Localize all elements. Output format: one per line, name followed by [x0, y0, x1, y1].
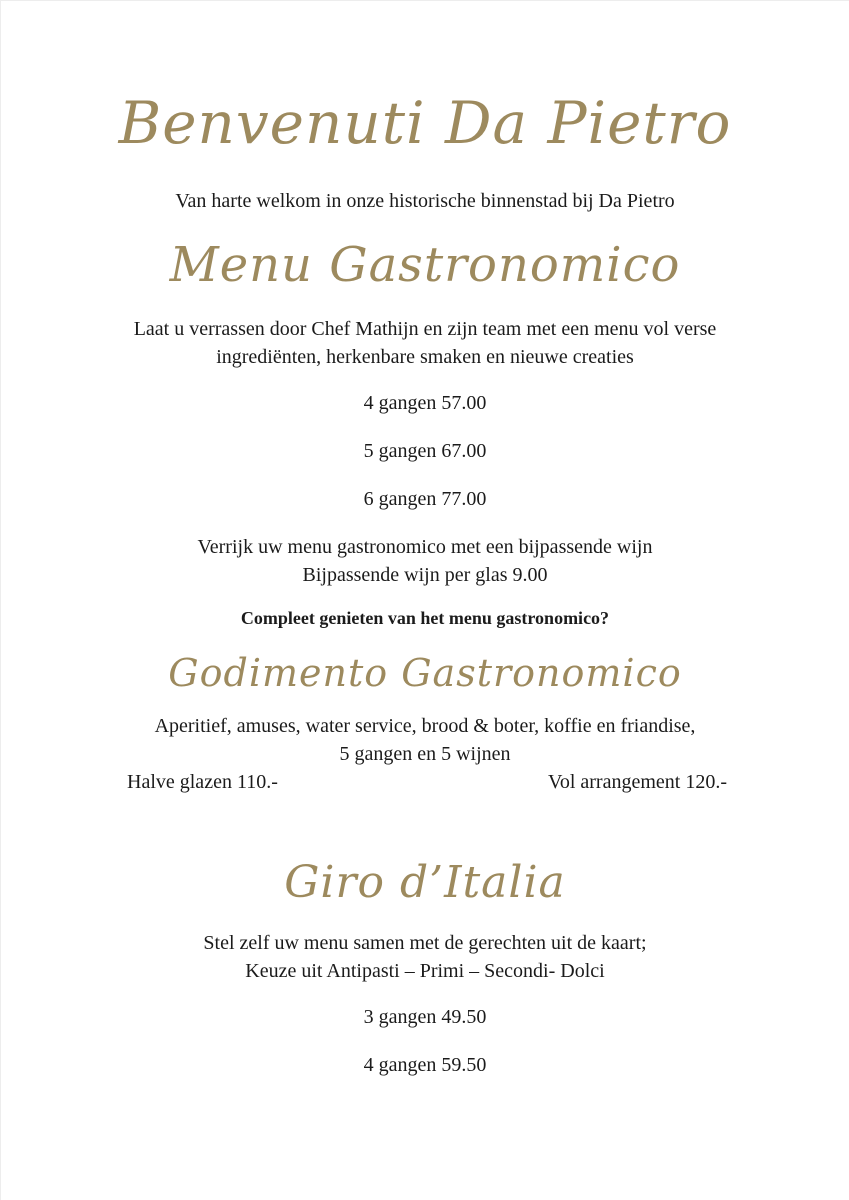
godimento-desc-line2: 5 gangen en 5 wijnen — [339, 742, 511, 765]
giro-description — [1, 929, 849, 985]
giro-desc-line2: Keuze uit Antipasti – Primi – Secondi- Dolci — [245, 960, 605, 983]
godimento-description — [1, 712, 849, 768]
course-price-line: 4 gangen 57.00 — [363, 391, 487, 414]
section-heading-giro: Giro d’Italia — [284, 856, 566, 908]
wine-pairing-line2: Bijpassende wijn per glas 9.00 — [302, 563, 548, 586]
welcome-text: Van harte welkom in onze historische binnenstad bij Da Pietro — [175, 189, 675, 212]
course-price-line: 6 gangen 77.00 — [363, 487, 487, 510]
course-price-line: 5 gangen 67.00 — [363, 439, 487, 462]
page-title: Benvenuti Da Pietro — [118, 89, 732, 157]
course-price-line: 3 gangen 49.50 — [363, 1006, 487, 1029]
menu-gastronomico-prices — [1, 389, 849, 513]
wine-pairing-line1: Verrijk uw menu gastronomico met een bijpassende wijn — [197, 535, 653, 558]
section-heading-godimento: Godimento Gastronomico — [168, 650, 682, 695]
godimento-option-full-arrangement: Vol arrangement 120.- — [547, 770, 727, 793]
godimento-option-half-glasses: Halve glazen 110.- — [127, 770, 278, 793]
section-heading-menu-gastronomico: Menu Gastronomico — [169, 236, 681, 293]
godimento-desc-line1: Aperitief, amuses, water service, brood & boter, koffie en friandise, — [154, 714, 696, 737]
gastronomico-question: Compleet genieten van het menu gastronomico? — [240, 607, 610, 628]
giro-desc-line1: Stel zelf uw menu samen met de gerechten uit de kaart; — [203, 932, 647, 955]
menu-intro-line1: Laat u verrassen door Chef Mathijn en zijn team met een menu vol verse — [133, 317, 717, 340]
giro-prices — [1, 1003, 849, 1079]
wine-pairing-block — [1, 533, 849, 589]
godimento-options-row — [1, 768, 849, 796]
menu-intro-line2: ingrediënten, herkenbare smaken en nieuwe creaties — [216, 345, 634, 368]
menu-gastronomico-intro — [1, 315, 849, 371]
course-price-line: 4 gangen 59.50 — [363, 1054, 487, 1077]
